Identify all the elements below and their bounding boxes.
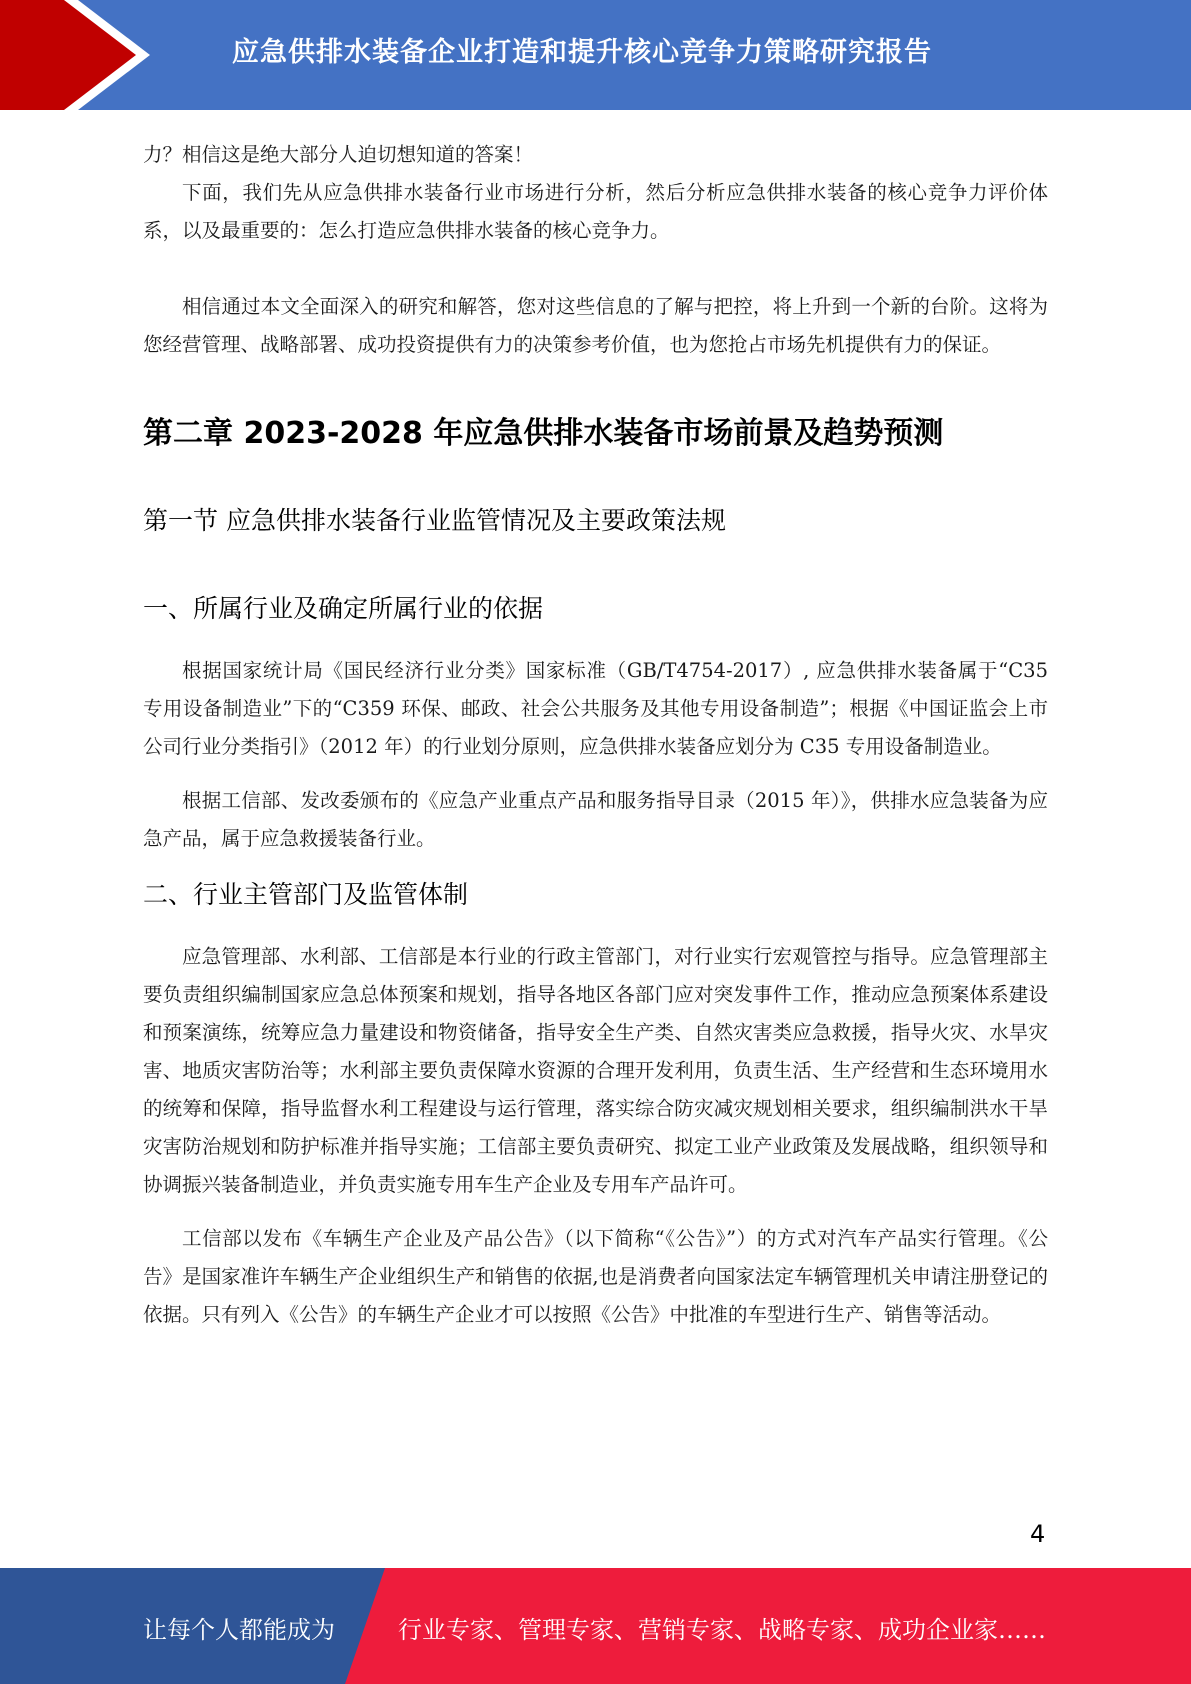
page-header <box>0 0 1191 110</box>
footer-slogan-left: 让每个人都能成为 <box>143 1616 335 1644</box>
subsection-title-industry: 一、所属行业及确定所属行业的依据 <box>143 594 544 623</box>
paragraph-authorities: 应急管理部、水利部、工信部是本行业的行政主管部门，对行业实行宏观管控与指导。应急管理部主要负责组织编制国家应急总体预案和规划，指导各地区各部门应对突发事件工作，推动应急预案体系建设和预案演练，统筹应急力量建设和物资储备，指导安全生产类、自然灾害类应急救援，指导火灾、水旱灾害、地质灾害防治等；水利部主要负责保障水资源的合理开发利用，负责生活、生产经营和生态环境用水的统筹和保障，指导监督水利工程建设与运行管理，落实综合防灾减灾规划相关要求，组织编制洪水干旱灾害防治规划和防护标准并指导实施；工信部主要负责研究、拟定工业产业政策及发展战略，组织领导和协调振兴装备制造业，并负责实施专用车生产企业及专用车产品许可。 <box>143 945 1048 1196</box>
page-number: 4 <box>1030 1520 1046 1548</box>
paragraph-value: 相信通过本文全面深入的研究和解答，您对这些信息的了解与把控，将上升到一个新的台阶。这将为您经营管理、战略部署、成功投资提供有力的决策参考价值，也为您抢占市场先机提供有力的保证。 <box>143 295 1048 356</box>
report-title: 应急供排水装备企业打造和提升核心竞争力策略研究报告 <box>232 37 932 68</box>
subsection-title-regulation: 二、行业主管部门及监管体制 <box>143 880 469 909</box>
section-title: 第一节 应急供排水装备行业监管情况及主要政策法规 <box>143 506 726 535</box>
document-body <box>143 136 1048 1334</box>
chapter-title: 第二章 2023-2028 年应急供排水装备市场前景及趋势预测 <box>143 416 944 451</box>
paragraph-industry-classification: 根据国家统计局《国民经济行业分类》国家标准（GB/T4754-2017）, 应急供排水装备属于“C35 专用设备制造业”下的“C359 环保、邮政、社会公共服务及其他专用设备制造”；根据《中国证监会上市公司行业分类指引》（2012 年）的行业划分原则，应急供排水装备应划分为 C35 专用设备制造业。 <box>143 659 1048 758</box>
paragraph-emergency-products: 根据工信部、发改委颁布的《应急产业重点产品和服务指导目录（2015 年）》，供排水应急装备为应急产品，属于应急救援装备行业。 <box>143 789 1048 850</box>
footer-slogan-right: 行业专家、管理专家、营销专家、战略专家、成功企业家…… <box>398 1616 1046 1644</box>
paragraph-intro-end: 力？相信这是绝大部分人迫切想知道的答案！ <box>143 143 534 166</box>
chevron-arrow-icon <box>0 0 160 110</box>
page-footer <box>0 1568 1191 1684</box>
paragraph-announcement: 工信部以发布《车辆生产企业及产品公告》（以下简称“《公告》”）的方式对汽车产品实行管理。《公告》是国家准许车辆生产企业组织生产和销售的依据,也是消费者向国家法定车辆管理机关申请注册登记的依据。只有列入《公告》的车辆生产企业才可以按照《公告》中批准的车型进行生产、销售等活动。 <box>143 1227 1048 1326</box>
paragraph-analysis-plan: 下面，我们先从应急供排水装备行业市场进行分析，然后分析应急供排水装备的核心竞争力评价体系，以及最重要的：怎么打造应急供排水装备的核心竞争力。 <box>143 181 1048 242</box>
